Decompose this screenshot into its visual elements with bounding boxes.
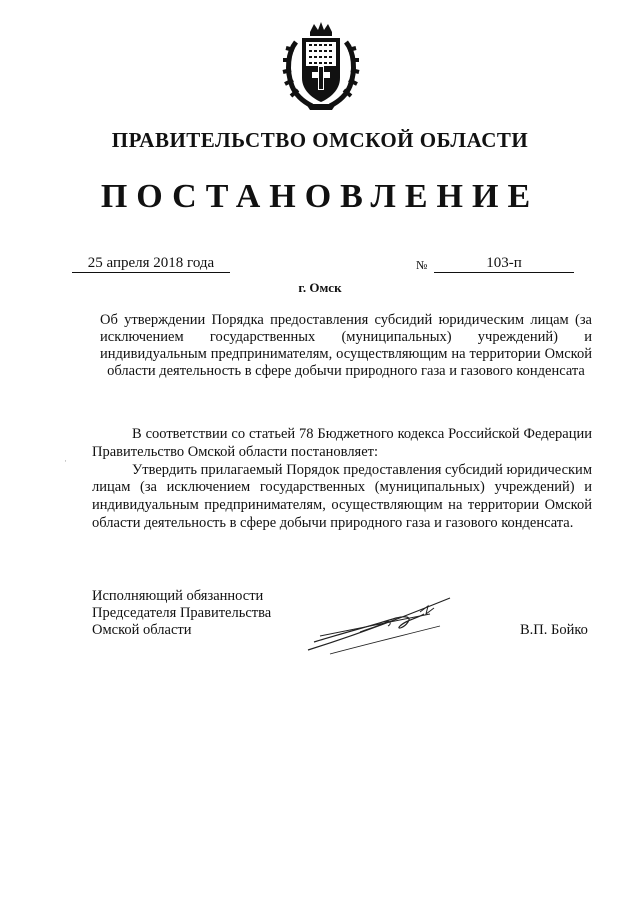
body-paragraph-2: Утвердить прилагаемый Порядок предоставления субсидий юридическим лицам (за исключением государственных (муниципальных) учреждений) и индивидуальным предпринимателям, осуществляющим на территории Омской области деятельность в сфере добычи природного газа и газового конденсата. — [92, 461, 592, 531]
margin-mark: · — [64, 456, 67, 466]
document-subject: Об утверждении Порядка предоставления субсидий юридическим лицам (за исключением государственных (муниципальных) учреждений) и индивидуальным предпринимателям, осуществляющим на территории Омской области деятельность в сфере добычи природного газа и газового конденсата — [100, 312, 592, 379]
city-name: г. Омск — [298, 280, 342, 295]
coat-of-arms-icon — [282, 20, 360, 112]
government-name: ПРАВИТЕЛЬСТВО ОМСКОЙ ОБЛАСТИ — [111, 128, 529, 152]
number-sign: № — [416, 258, 428, 272]
document-body — [92, 426, 592, 533]
signer-position-line-3: Омской области — [92, 622, 192, 638]
document-type-title: ПОСТАНОВЛЕНИЕ — [100, 178, 540, 215]
handwritten-signature — [300, 592, 460, 662]
body-paragraph-1: В соответствии со статьей 78 Бюджетного кодекса Российской Федерации Правительство Омской области постановляет: — [92, 426, 592, 460]
signer-position-line-2: Председателя Правительства — [92, 605, 272, 621]
signer-name: В.П. Бойко — [520, 622, 588, 638]
signer-position-line-1: Исполняющий обязанности — [92, 588, 264, 604]
document-number: 103-п — [434, 254, 574, 273]
document-date: 25 апреля 2018 года — [72, 254, 230, 273]
